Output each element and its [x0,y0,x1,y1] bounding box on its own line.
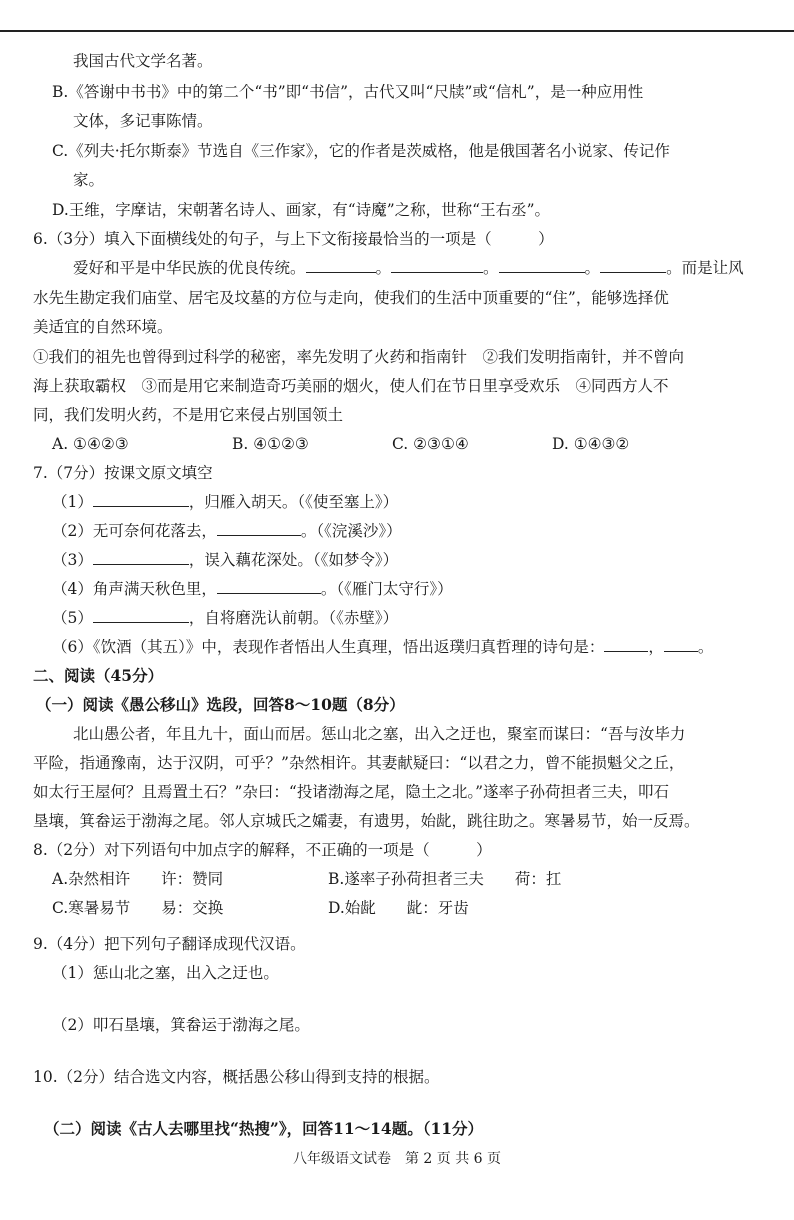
q6-sentences-line3: 同，我们发明火药，不是用它来侵占别国领土 [33,406,344,424]
q9-sentence-2: （2）叩石垦壤，箕畚运于渤海之尾。 [52,1016,310,1034]
q8-option-c: C.寒暑易节 易：交换 [52,899,224,917]
q6-option-a: A. ①④②③ [52,435,129,453]
q8-option-d: D.始龀 龀：牙齿 [328,899,469,917]
q8-option-a: A.杂然相许 许：赞同 [52,870,224,888]
q6-sentences-line2: 海上获取霸权 ③而是用它来制造奇巧美丽的烟火，使人们在节日里享受欢乐 ④同西方人不 [33,377,669,395]
q7-item-5: （5） ，自将磨洗认前朝。（《赤壁》） [52,609,399,627]
page-footer: 八年级语文试卷 第 2 页 共 6 页 [292,1151,502,1167]
q6-option-b: B. ④①②③ [232,435,309,453]
q9-sentence-1: （1）惩山北之塞，出入之迂也。 [52,964,279,982]
q6-option-d: D. ①④③② [552,435,630,453]
q5-tail: 我国古代文学名著。 [73,52,213,70]
q8-stem: 8.（2分）对下列语句中加点字的解释，不正确的一项是（ ） [33,841,492,859]
q7-item-6: （6）《饮酒（其五）》中，表现作者悟出人生真理，悟出返璞归真哲理的诗句是： ， 。 [52,638,714,656]
top-rule [0,30,794,32]
q5-option-d: D.王维，字摩诘，宋朝著名诗人、画家，有“诗魔”之称，世称“王右丞”。 [52,201,551,219]
q5-option-b-line2: 文体，多记事陈情。 [73,112,213,130]
q5-option-c-line1: C.《列夫·托尔斯泰》节选自《三作家》，它的作者是茨威格，他是俄国著名小说家、传记作 [52,142,670,160]
passage-line-3: 如太行王屋何？且焉置土石？”杂曰：“投诸渤海之尾，隐土之北。”遂率子孙荷担者三夫，叩石 [33,783,670,801]
q6-paragraph-line1: 爱好和平是中华民族的优良传统。 。 。 。 。而是让风 [73,259,744,277]
passage-line-1: 北山愚公者，年且九十，面山而居。惩山北之塞，出入之迂也，聚室而谋曰：“吾与汝毕力 [73,725,686,743]
section-reading-heading: 二、阅读（45分） [33,666,164,685]
part1-heading: （一）阅读《愚公移山》选段，回答8～10题（8分） [36,695,405,714]
q8-option-b: B.遂率子孙荷担者三夫 荷：扛 [328,870,562,888]
passage-line-4: 垦壤，箕畚运于渤海之尾。邻人京城氏之孀妻，有遗男，始龀，跳往助之。寒暑易节，始一反焉。 [33,812,700,830]
q5-option-c-line2: 家。 [73,171,105,189]
q7-stem: 7.（7分）按课文原文填空 [33,464,213,482]
q6-option-c: C. ②③①④ [392,435,469,453]
q7-item-3: （3） ，误入藕花深处。（《如梦令》） [52,551,399,569]
q6-sentences-line1: ①我们的祖先也曾得到过科学的秘密，率先发明了火药和指南针 ②我们发明指南针，并不曾向 [33,348,685,366]
q7-item-4: （4）角声满天秋色里， 。（《雁门太守行》） [52,580,453,598]
q9-stem: 9.（4分）把下列句子翻译成现代汉语。 [33,935,306,953]
part2-heading: （二）阅读《古人去哪里找“热搜”》，回答11～14题。（11分） [44,1119,484,1138]
q10-stem: 10.（2分）结合选文内容，概括愚公移山得到支持的根据。 [33,1068,440,1086]
passage-line-2: 平险，指通豫南，达于汉阴，可乎？”杂然相许。其妻献疑曰：“以君之力，曾不能损魁父之丘， [33,754,685,772]
q7-item-2: （2）无可奈何花落去， 。（《浣溪沙》） [52,522,402,540]
q6-paragraph-line3: 美适宜的自然环境。 [33,318,173,336]
q6-paragraph-line2: 水先生勘定我们庙堂、居宅及坟墓的方位与走向，使我们的生活中顶重要的“住”，能够选择优 [33,289,669,307]
q7-item-1: （1） ，归雁入胡天。（《使至塞上》） [52,493,399,511]
q6-stem: 6.（3分）填入下面横线处的句子，与上下文衔接最恰当的一项是（ ） [33,230,554,248]
q5-option-b-line1: B.《答谢中书书》中的第二个“书”即“书信”，古代又叫“尺牍”或“信札”，是一种应用性 [52,83,644,101]
